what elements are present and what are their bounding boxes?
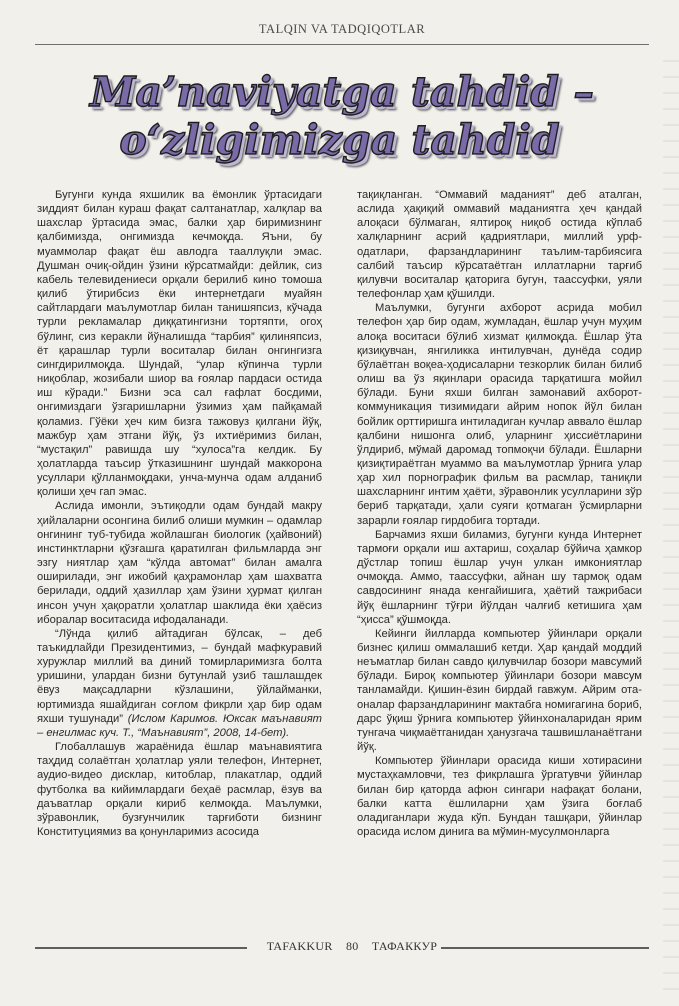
footer-rule-right — [441, 947, 649, 949]
paragraph-quote: “Лўнда қилиб айтадиган бўлсак, – деб таъкидлайди Президентимиз, – бундай мафкуравий хуружлар миллий ва диний томирларимизга болта уришини, улардан бизни бутунлай узиб ташлашдек ёвуз мақсадларни кўзлашини, ўйлайманки, юртимизда яшайдиган соғлом фикрли ҳар бир одам яхши тушунади” (Ислом Каримов. Юксак маънавият – енгилмас куч. Т., “Маънавият”, 2008, 14-бет). — [37, 627, 322, 739]
citation: (Ислом Каримов. Юксак маънавият – енгилмас куч. Т., “Маънавият”, 2008, 14-бет). — [37, 712, 322, 739]
footer-rule-left — [35, 947, 247, 949]
paragraph: Бугунги кунда яхшилик ва ёмонлик ўртасидаги зиддият билан кураш фақат салтанатлар, халқлар ва шахслар ўртасида эмас, балки ҳар биримизнинг қалбимизда, онгимизда кечмоқда. Яъни, бу муаммолар фақат ёш авлодга тааллуқли эмас. Душман очиқ-ойдин ўзини кўрсатмайди: дейлик, сиз кабель телевидениеси орқали берилиб кино томоша қилиб ўтирибсиз ёки интернетдаги муайян сайтлардаги маълумотлар билан танишяпсиз, кўчада турли рекламалар диққатингизни тортяпти, огоҳ бўлинг, сиз керакли йўналишда “тарбия” қилиняпсиз, ёт қарашлар турли воситалар билан онгингизга сингдирилмоқда. Шундай, “улар кўпинча турли ниқоблар, жозибали шиор ва ғоялар пардаси остида иш кўради.” Бизни эса сал ғафлат босдими, онгимиздаги ўзгаришларни ўзимиз ҳам пайқамай қоламиз. Гўёки ҳеч ким бизга тажовуз қилгани йўқ, мажбур ҳам этгани йўқ, ўз ихтиёримиз билан, “мустақил” равишда шу “хулоса”га келдик. Бу ҳолатларда таъсир ўтказишнинг шундай маккорона усуллари қўлланмоқдаки, унча-мунча одам алданиб қолиши ҳеч гап эмас. — [37, 189, 322, 499]
section-title: TALQIN VA TADQIQOTLAR — [258, 22, 426, 36]
article-title-line-1: Ma’naviyatga tahdid – — [90, 68, 594, 116]
article-title-line-2: o‘zligimizga tahdid — [119, 116, 560, 164]
article-title — [90, 68, 594, 178]
paragraph: Барчамиз яхши биламиз, бугунги кунда Интернет тармоғи орқали иш ахтариш, соҳалар бўйича ҳамкор дўстлар топиш ёшлар учун улкан имкониятлар очмоқда. Аммо, таассуфки, айнан шу тармоқ одам савдосининг янада кенгайишига, ҳаётий тажрибаси йўқ ёшларнинг тўғри йўлдан чалғиб кетишига ҳам “ҳисса” қўшмоқда. — [357, 528, 642, 626]
footer-magazine-latin: TAFAKKUR — [266, 939, 333, 953]
text-column-left — [37, 188, 322, 839]
footer-magazine-cyrillic: ТАФАККУР — [371, 939, 438, 953]
paragraph: Глобаллашув жараёнида ёшлар маънавиятига таҳдид солаётган ҳолатлар уяли телефон, Интернет, аудио-видео дисклар, китоблар, плакатлар, оддий футболка ва кийимлардаги беҳаё расмлар, ёзув ва даъватлар орқали кириб келмоқда. Маълумки, зўравонлик, бузғунчилик тарғиботи бизнинг Конституциямиз ва қонунларимиз асосида — [37, 741, 322, 839]
running-footer — [35, 938, 649, 958]
page-number: 80 — [345, 939, 359, 953]
text-column-right — [357, 188, 642, 839]
paragraph: Кейинги йилларда компьютер ўйинлари орқали бизнес қилиш оммалашиб кетди. Ҳар қандай моддий неъматлар билан савдо қилувчилар бозори мавсумий бўлади. Бироқ компьютер ўйинлари бозори мавсум танламайди. Қишин-ёзин бирдай гавжум. Айрим ота-оналар фарзандларининг мактабга номигагина бориб, дарс ўқиш ўрнига компьютер ўйинхоналаридан ярим тунгача чиқмаётганидан ҳанузгача ташвишланаётгани йўқ. — [357, 627, 642, 754]
paragraph: Компьютер ўйинлари орасида киши хотирасини мустаҳкамловчи, тез фикрлашга ўргатувчи ўйинлар билан бир қаторда афюн сингари нафақат болани, балки катта ёшлиларни ҳам ўзига боғлаб оладиганлари жуда кўп. Бундан ташқари, ўйинлар орасида ислом динига ва мўмин-мусулмонларга — [357, 755, 642, 839]
paragraph-continued: тақиқланган. “Оммавий маданият” деб аталган, аслида ҳақиқий оммавий маданиятга ҳеч қандай алоқаси бўлмаган, ялтироқ ниқоб остида кўплаб халқларнинг асрий қадриятлари, миллий урф-одатлари, фарзандларининг таълим-тарбиясига салбий таъсир кўрсатаётган иллатларни тарғиб қилувчи воситалар қаторига бугун, таассуфки, уяли телефонлар ҳам қўшилди. — [357, 189, 642, 301]
paragraph: Маълумки, бугунги ахборот асрида мобил телефон ҳар бир одам, жумладан, ёшлар учун муҳим алоқа воситаси бўлиб хизмат қилмоқда. Ёшлар ўта қизиқувчан, янгиликка интилувчан, дунёда содир бўлаётган воқеа-ҳодисаларни тезкорлик билан билиб олиш ва ўз яқинлари орасида тарқатишга мойил бўлади. Буни яхши билган замонавий ахборот-коммуникация тизимидаги айрим нопок йўл билан бойлик орттиришга интиладиган кучлар аввало ёшлар қалбини нишонга олиб, уларнинг ҳиссиётларини ўлдириб, мўмай даромад топмоқчи бўлади. Ёшларни қизиқтираётган муаммо ва маълумотлар ўрнига улар ҳар хил порнографик фильм ва расмлар, таниқли шахсларнинг интим ҳаёти, зўравонлик усулларини зўр бериб тарқатади, ҳали суяги қотмаган ўсмирларни зарарли ғоялар гирдобига тортади. — [357, 302, 642, 527]
footer-label — [257, 939, 447, 954]
bleed-through-shadow — [663, 60, 679, 990]
running-header — [35, 0, 649, 45]
paragraph: Аслида имонли, эътиқодли одам бундай макру ҳийлаларни осонгина билиб олиши мумкин – одамлар онгининг туб-тубида жойлашган биологик (ҳайвоний) инстинктларни қўзғашга қаратилган фильмларда энг эзгу ниятлар ҳам “кўлда автомат” билан амалга оширилади, энг ижобий қаҳрамонлар ҳам шахватга берилади, оддий ҳазиллар ҳам ўзини ҳурмат қилган инсон учун ҳақоратли ҳолатлар шаклида ёки ҳаёсиз иборалар воситасида ифодаланади. — [37, 500, 322, 626]
